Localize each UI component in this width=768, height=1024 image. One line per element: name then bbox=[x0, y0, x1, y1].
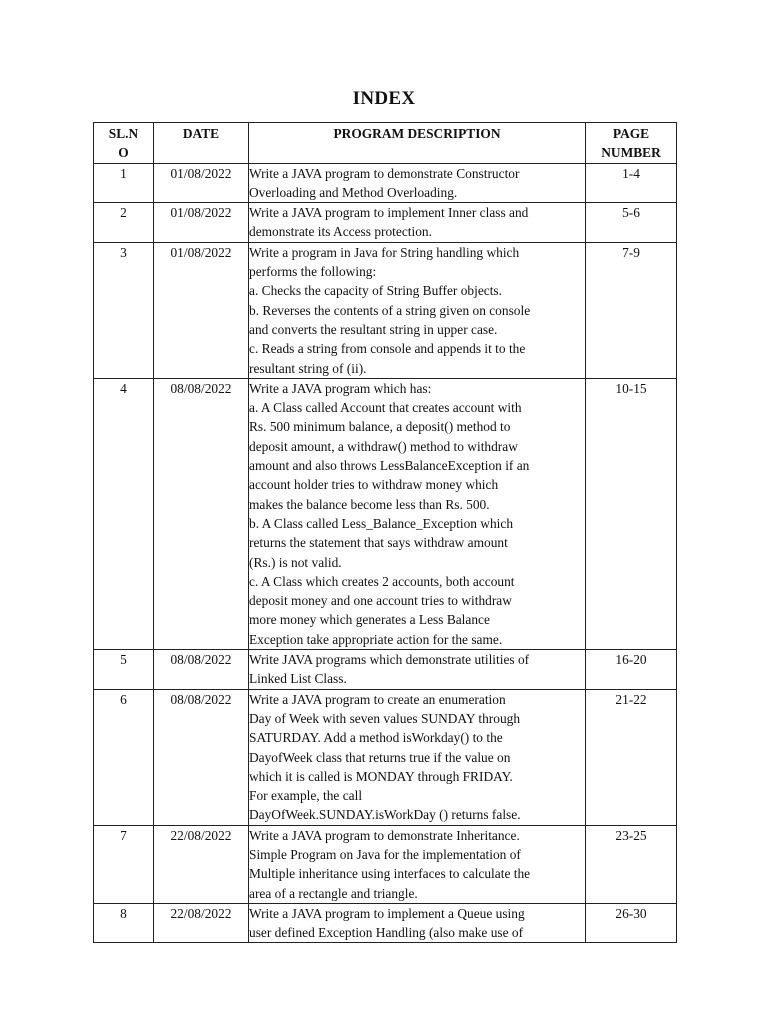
description-line: Write a JAVA program to create an enumeration bbox=[249, 691, 506, 707]
description-line: c. Reads a string from console and appends it to the bbox=[249, 341, 526, 357]
row-date: 22/08/2022 bbox=[154, 825, 249, 903]
description-line: demonstrate its Access protection. bbox=[249, 224, 432, 240]
row-serial-number: 1 bbox=[94, 163, 154, 203]
row-page-number: 1-4 bbox=[586, 163, 677, 203]
description-line: For example, the call bbox=[249, 788, 363, 804]
row-date: 22/08/2022 bbox=[154, 903, 249, 943]
header-page-line: PAGE bbox=[612, 126, 650, 141]
description-line: amount and also throws LessBalanceException if an bbox=[249, 458, 530, 474]
row-date: 01/08/2022 bbox=[154, 242, 249, 378]
description-line: c. A Class which creates 2 accounts, both account bbox=[249, 573, 515, 589]
row-program-description bbox=[249, 825, 586, 903]
header-page-line: NUMBER bbox=[601, 145, 661, 161]
description-line: SATURDAY. Add a method isWorkday() to the bbox=[249, 730, 503, 746]
row-serial-number: 8 bbox=[94, 903, 154, 943]
row-program-description bbox=[249, 163, 586, 203]
row-date: 08/08/2022 bbox=[154, 650, 249, 690]
header-page-number bbox=[586, 123, 677, 164]
row-date: 01/08/2022 bbox=[154, 163, 249, 203]
header-slno-line: SL.N bbox=[108, 126, 139, 141]
description-line: which it is called is MONDAY through FRIDAY. bbox=[249, 768, 513, 784]
table-row bbox=[94, 903, 677, 943]
header-date bbox=[154, 123, 249, 164]
description-line: deposit amount, a withdraw() method to withdraw bbox=[249, 438, 518, 454]
row-page-number: 16-20 bbox=[586, 650, 677, 690]
description-line: area of a rectangle and triangle. bbox=[249, 885, 418, 901]
description-line: Day of Week with seven values SUNDAY through bbox=[249, 710, 521, 726]
description-line: Write a JAVA program to demonstrate Inheritance. bbox=[249, 827, 520, 843]
header-description bbox=[249, 123, 586, 164]
header-description-label: PROGRAM DESCRIPTION bbox=[333, 126, 501, 141]
row-page-number: 10-15 bbox=[586, 378, 677, 649]
description-line: DayOfWeek.SUNDAY.isWorkDay () returns false. bbox=[249, 807, 521, 823]
description-line: more money which generates a Less Balance bbox=[249, 612, 490, 628]
description-line: a. Checks the capacity of String Buffer objects. bbox=[249, 283, 502, 299]
row-page-number: 23-25 bbox=[586, 825, 677, 903]
description-line: Linked List Class. bbox=[249, 671, 347, 687]
row-serial-number: 7 bbox=[94, 825, 154, 903]
description-line: Write a JAVA program which has: bbox=[249, 380, 432, 396]
description-line: Exception take appropriate action for the same. bbox=[249, 631, 503, 647]
description-line: makes the balance become less than Rs. 500. bbox=[249, 496, 490, 512]
row-date: 08/08/2022 bbox=[154, 378, 249, 649]
row-serial-number: 6 bbox=[94, 689, 154, 825]
row-page-number: 7-9 bbox=[586, 242, 677, 378]
row-program-description bbox=[249, 203, 586, 243]
header-slno bbox=[94, 123, 154, 164]
index-title: INDEX bbox=[352, 88, 416, 109]
row-serial-number: 5 bbox=[94, 650, 154, 690]
description-line: performs the following: bbox=[249, 264, 377, 280]
description-line: Write JAVA programs which demonstrate utilities of bbox=[249, 652, 530, 668]
row-serial-number: 3 bbox=[94, 242, 154, 378]
description-line: b. A Class called Less_Balance_Exception which bbox=[249, 515, 514, 531]
description-line: Multiple inheritance using interfaces to calculate the bbox=[249, 866, 531, 882]
row-serial-number: 2 bbox=[94, 203, 154, 243]
description-line: user defined Exception Handling (also make use of bbox=[249, 925, 524, 941]
row-program-description bbox=[249, 650, 586, 690]
row-program-description bbox=[249, 378, 586, 649]
description-line: a. A Class called Account that creates account with bbox=[249, 400, 522, 416]
table-row bbox=[94, 378, 677, 649]
table-body bbox=[94, 163, 677, 943]
description-line: b. Reverses the contents of a string given on console bbox=[249, 302, 531, 318]
row-page-number: 21-22 bbox=[586, 689, 677, 825]
description-line: DayofWeek class that returns true if the value on bbox=[249, 749, 511, 765]
row-serial-number: 4 bbox=[94, 378, 154, 649]
header-slno-line: O bbox=[118, 145, 129, 161]
table-header-row bbox=[94, 123, 677, 164]
description-line: Write a JAVA program to demonstrate Constructor bbox=[249, 165, 520, 181]
table-row bbox=[94, 689, 677, 825]
table-row bbox=[94, 163, 677, 203]
description-line: account holder tries to withdraw money which bbox=[249, 477, 499, 493]
description-line: Write a JAVA program to implement Inner class and bbox=[249, 205, 529, 221]
table-row bbox=[94, 242, 677, 378]
description-line: Write a JAVA program to implement a Queue using bbox=[249, 905, 525, 921]
index-table bbox=[93, 122, 677, 943]
table-row bbox=[94, 650, 677, 690]
description-line: returns the statement that says withdraw amount bbox=[249, 535, 508, 551]
description-line: resultant string of (ii). bbox=[249, 360, 367, 376]
description-line: Write a program in Java for String handling which bbox=[249, 244, 520, 260]
table-row bbox=[94, 825, 677, 903]
row-page-number: 26-30 bbox=[586, 903, 677, 943]
row-date: 08/08/2022 bbox=[154, 689, 249, 825]
description-line: Rs. 500 minimum balance, a deposit() method to bbox=[249, 419, 511, 435]
row-program-description bbox=[249, 242, 586, 378]
row-program-description bbox=[249, 903, 586, 943]
row-page-number: 5-6 bbox=[586, 203, 677, 243]
row-date: 01/08/2022 bbox=[154, 203, 249, 243]
description-line: Overloading and Method Overloading. bbox=[249, 184, 458, 200]
description-line: (Rs.) is not valid. bbox=[249, 554, 342, 570]
description-line: Simple Program on Java for the implementation of bbox=[249, 846, 521, 862]
table-row bbox=[94, 203, 677, 243]
description-line: deposit money and one account tries to withdraw bbox=[249, 593, 512, 609]
row-program-description bbox=[249, 689, 586, 825]
description-line: and converts the resultant string in upper case. bbox=[249, 321, 498, 337]
header-date-label: DATE bbox=[182, 126, 220, 141]
